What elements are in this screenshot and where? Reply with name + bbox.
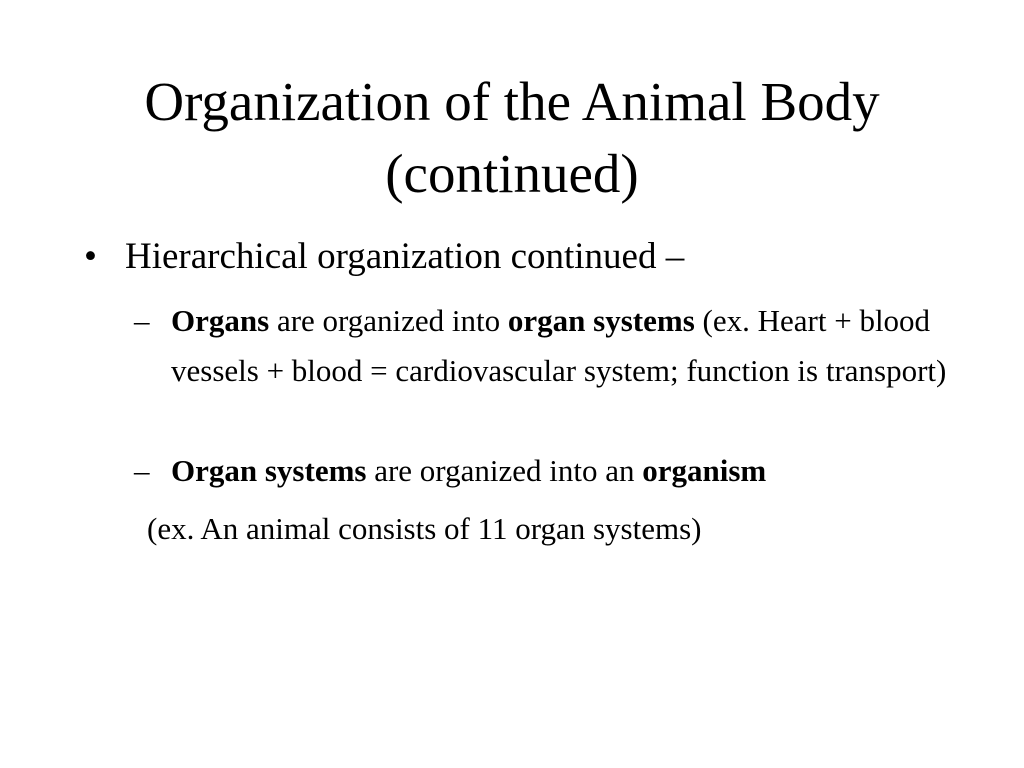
sub-bullet-text-part: are organized into	[269, 303, 508, 338]
dash-marker: –	[134, 453, 150, 488]
bold-term-organs: Organs	[171, 303, 270, 338]
slide-title-line2: (continued)	[385, 143, 639, 204]
example-note: (ex. An animal consists of 11 organ systems)	[147, 511, 702, 546]
bold-term-organism: organism	[642, 453, 767, 488]
slide-title-line1: Organization of the Animal Body	[144, 71, 880, 132]
sub-bullet-organs	[134, 296, 954, 396]
bold-term-organ-systems: organ systems	[507, 303, 695, 338]
sub-bullet-text-part: (ex. Heart + blood vessels + blood = cardiovascular system; function is transport)	[171, 303, 947, 388]
sub-bullet-text-part: are organized into an	[366, 453, 643, 488]
sub-bullet-organ-systems	[134, 446, 954, 496]
sub-bullet-text	[171, 446, 954, 496]
bullet-text: Hierarchical organization continued –	[125, 236, 685, 277]
sub-bullet-text	[171, 296, 954, 396]
slide-title	[60, 66, 964, 210]
bullet-item	[84, 234, 984, 280]
dash-marker: –	[134, 303, 150, 338]
bold-term-organ-systems: Organ systems	[171, 453, 367, 488]
bullet-marker: •	[84, 236, 97, 277]
